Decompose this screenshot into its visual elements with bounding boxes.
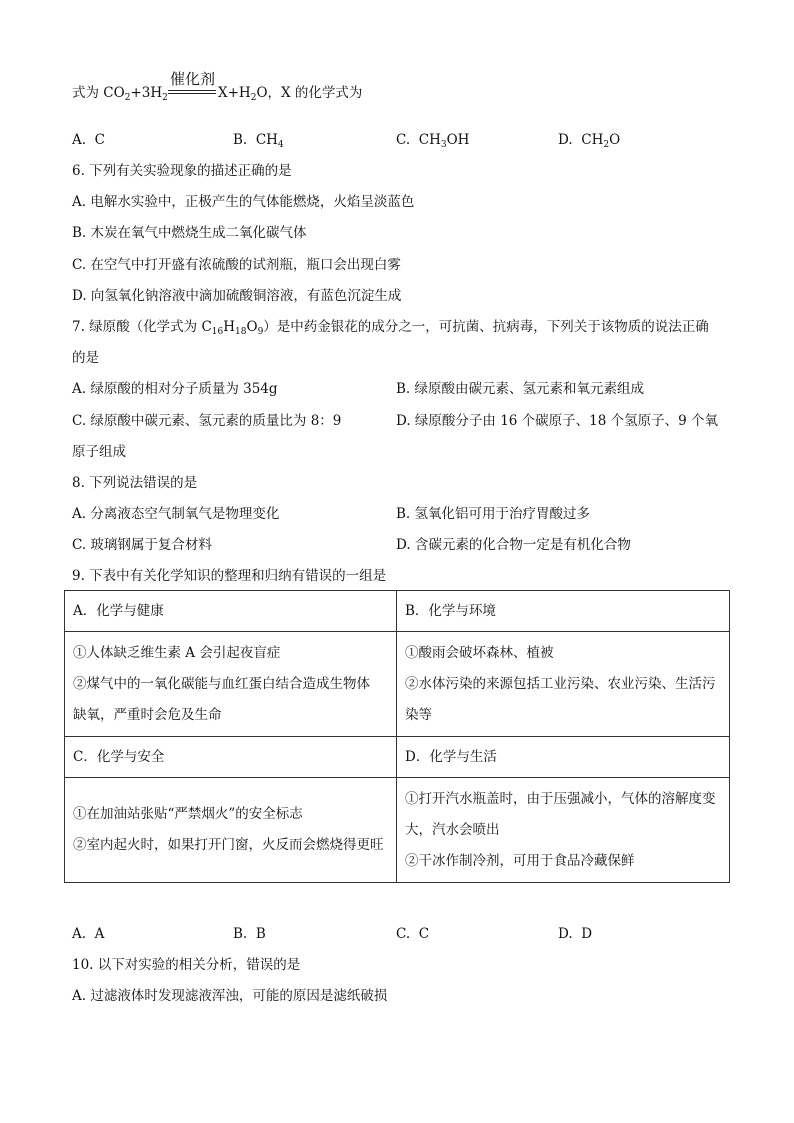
q6-option-c[interactable]: C. 在空气中打开盛有浓硫酸的试剂瓶，瓶口会出现白雾 [72,257,401,273]
q9-table [64,590,730,883]
option-label: D. [558,132,573,148]
q5-h2-sub: 2 [162,93,168,103]
q7-o: O [246,319,258,335]
q7-h-sub: 18 [235,327,247,337]
q9-cell-line: 缺氧，严重时会危及生命 [73,706,222,723]
q9-cell-line: 染等 [405,706,432,723]
q9-cell-c-head: C．化学与安全 [65,737,397,778]
q7-stem-a: 7. 绿原酸（化学式为 C [72,319,212,335]
q8-option-a[interactable]: A. 分离液态空气制氧气是物理变化 [72,506,280,522]
q9-cell-d-head: D．化学与生活 [397,737,730,778]
q5-option-d[interactable] [558,131,620,149]
option-text: CH [418,132,441,148]
q9-cell-line: ①酸雨会破坏森林、植被 [405,644,554,661]
q9-cell-line: 大，汽水会喷出 [405,821,500,838]
q9-cell-b-head: B．化学与环境 [397,591,730,632]
q9-option-d[interactable] [558,925,592,943]
q6-stem: 6. 下列有关实验现象的描述正确的是 [72,163,292,179]
q8-stem: 8. 下列说法错误的是 [72,475,198,491]
option-sub: 3 [440,140,447,150]
q7-stem-b: ）是中药金银花的成分之一，可抗菌、抗病毒，下列关于该物质的说法正确 [263,319,709,335]
option-sub: 4 [277,140,284,150]
q5-option-c[interactable] [396,131,469,149]
option-text: B [255,926,266,942]
q5-water-sub: 2 [250,93,257,103]
option-label: A. [72,132,87,148]
q8-option-b[interactable]: B. 氢氧化铝可用于治疗胃酸过多 [396,506,591,522]
q5-reaction-arrow [168,90,216,91]
option-text: C [94,132,105,148]
q5-option-a[interactable] [72,131,105,149]
q9-option-a[interactable] [72,925,104,943]
q9-cell-a-body [65,632,397,737]
q5-products [218,84,362,102]
q5-co2-sub: 2 [124,93,131,103]
q9-cell-c-body [65,778,397,883]
q7-h: H [223,319,236,335]
option-label: D. [558,926,573,942]
q10-option-a[interactable]: A. 过滤液体时发现滤液浑浊，可能的原因是滤纸破损 [72,988,388,1004]
q10-stem: 10. 以下对实验的相关分析，错误的是 [72,957,301,973]
q5-reaction-arrow-2 [168,93,216,94]
q5-suffix: O，X 的化学式为 [256,85,363,101]
q8-option-d[interactable]: D. 含碳元素的化合物一定是有机化合物 [396,537,631,553]
q9-option-c[interactable] [396,925,429,943]
q9-cell-line: ②水体污染的来源包括工业污染、农业污染、生活污 [405,675,716,692]
option-after: OH [446,132,470,148]
q9-cell-line: ①人体缺乏维生素 A 会引起夜盲症 [73,644,281,661]
q5-h2: +3H [130,85,163,101]
q7-o-sub: 9 [257,327,264,337]
q6-option-a[interactable]: A. 电解水实验中，正极产生的气体能燃烧，火焰呈淡蓝色 [72,194,415,210]
q5-option-b[interactable] [233,131,284,149]
q5-catalyst-label: 催化剂 [170,70,216,88]
q6-option-b[interactable]: B. 木炭在氧气中燃烧生成二氧化碳气体 [72,225,307,241]
q9-cell-b-body [397,632,730,737]
option-label: B. [233,926,248,942]
q9-cell-a-head: A．化学与健康 [65,591,397,632]
option-text: CH [581,132,604,148]
q7-stem-continued: 的是 [72,350,99,366]
option-label: A. [72,926,87,942]
q5-prefix: 式为 CO [72,85,125,101]
q7-option-a[interactable]: A. 绿原酸的相对分子质量为 354g [72,381,278,397]
q9-option-b[interactable] [233,925,266,943]
q9-cell-line: ①在加油站张贴“严禁烟火”的安全标志 [73,806,303,822]
q9-cell-line: ①打开汽水瓶盖时，由于压强减小，气体的溶解度变 [405,790,716,807]
option-text: CH [255,132,278,148]
option-text: D [581,926,593,942]
q7-c-sub: 16 [211,327,224,337]
option-label: C. [396,132,411,148]
q7-option-d-continued: 原子组成 [72,444,126,460]
q9-cell-d-body [397,778,730,883]
q5-product: X+H [218,85,251,101]
option-text: C [418,926,430,942]
q6-option-d[interactable]: D. 向氢氧化钠溶液中滴加硫酸铜溶液，有蓝色沉淀生成 [72,288,402,304]
q7-stem [72,318,709,336]
q7-option-d[interactable]: D. 绿原酸分子由 16 个碳原子、18 个氢原子、9 个氧 [396,413,719,429]
q8-option-c[interactable]: C. 玻璃钢属于复合材料 [72,537,212,553]
q7-option-c[interactable]: C. 绿原酸中碳元素、氢元素的质量比为 8：9 [72,413,342,429]
option-after: O [609,132,621,148]
option-label: C. [396,926,411,942]
q9-stem: 9. 下表中有关化学知识的整理和归纳有错误的一组是 [72,568,387,584]
q5-equation [72,68,492,108]
option-sub: 2 [603,140,610,150]
q7-option-b[interactable]: B. 绿原酸由碳元素、氢元素和氧元素组成 [396,381,645,397]
q9-cell-line: ②干冰作制冷剂，可用于食品冷藏保鲜 [405,852,635,869]
q9-cell-line: ②煤气中的一氧化碳能与血红蛋白结合造成生物体 [73,675,370,692]
q5-equation-text [72,84,168,102]
option-label: B. [233,132,248,148]
option-text: A [94,926,105,942]
q9-cell-line: ②室内起火时，如果打开门窗，火反而会燃烧得更旺 [73,837,384,853]
